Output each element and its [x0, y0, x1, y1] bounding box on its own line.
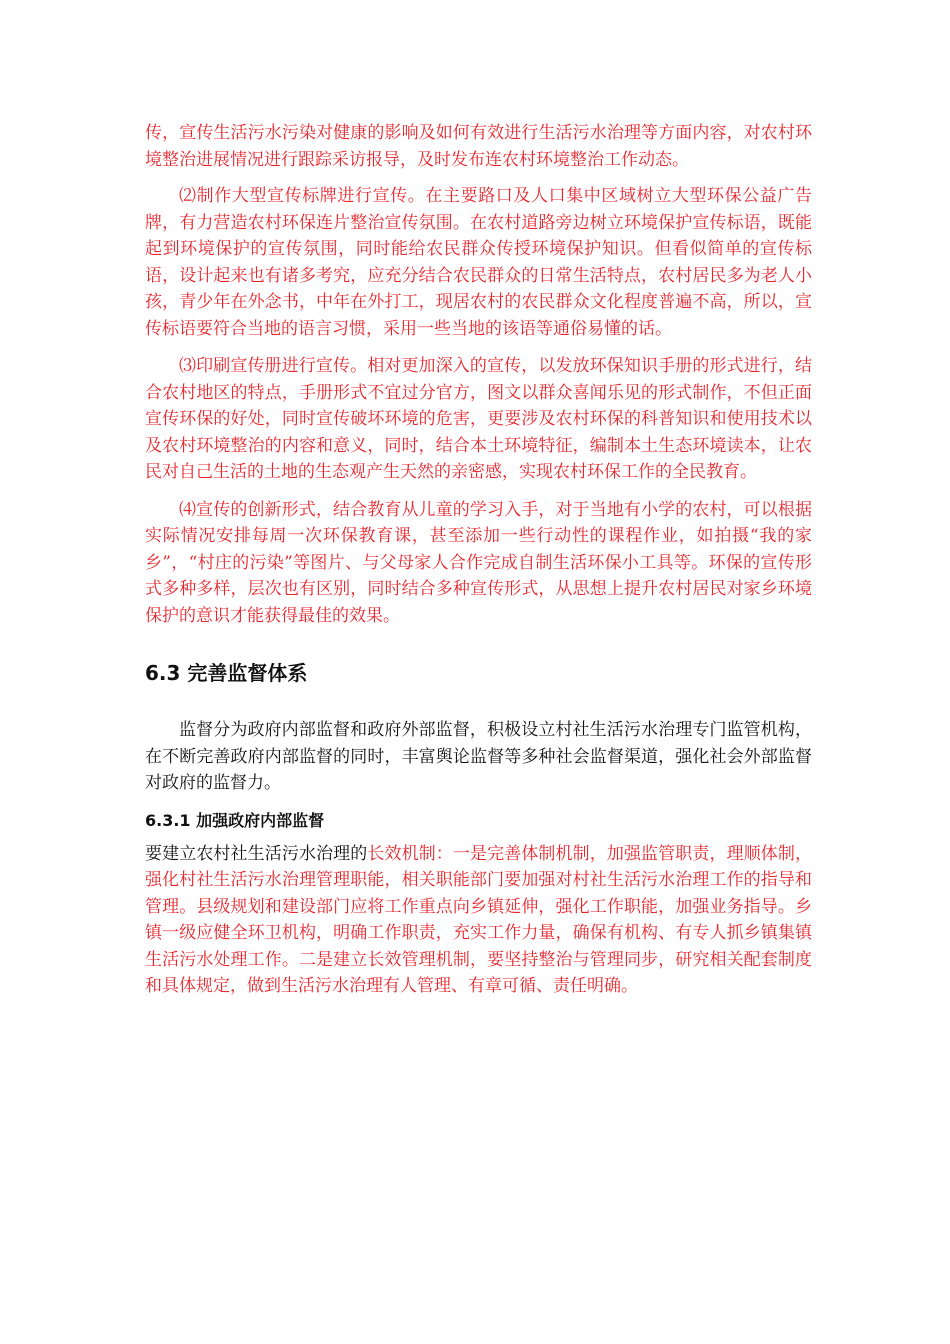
paragraph-supervision-intro: 监督分为政府内部监督和政府外部监督，积极设立村社生活污水治理专门监管机构，在不断完善政府内部监督的同时，丰富舆论监督等多种社会监督渠道，强化社会外部监督对政府的监督力。	[145, 720, 812, 793]
paragraph-publicity-continued: 传，宣传生活污水污染对健康的影响及如何有效进行生活污水治理等方面内容，对农村环境整治进展情况进行跟踪采访报导，及时发布连农村环境整治工作动态。	[145, 123, 812, 170]
paragraph-innovative-publicity: ⑷宣传的创新形式，结合教育从儿童的学习入手，对于当地有小学的农村，可以根据实际情况安排每周一次环保教育课，甚至添加一些行动性的课程作业，如拍摄“我的家乡”，“村庄的污染”等图片、与父母家人合作完成自制生活环保小工具等。环保的宣传形式多种多样，层次也有区别，同时结合多种宣传形式，从思想上提升农村居民对家乡环境保护的意识才能获得最佳的效果。	[145, 499, 812, 626]
paragraph-brochure-publicity: ⑶印刷宣传册进行宣传。相对更加深入的宣传，以发放环保知识手册的形式进行，结合农村地区的特点，手册形式不宜过分官方，图文以群众喜闻乐见的形式制作，不但正面宣传环保的好处，同时宣传破坏环境的危害，更要涉及农村环保的科普知识和使用技术以及农村环境整治的内容和意义，同时，结合本土环境特征，编制本土生态环境读本，让农民对自己生活的土地的生态观产生天然的亲密感，实现农村环保工作的全民教育。	[145, 356, 812, 482]
paragraph-internal-supervision	[145, 841, 812, 1000]
section-heading-6-3-1: 6.3.1 加强政府内部监督	[145, 810, 325, 830]
section-heading-6-3: 6.3 完善监督体系	[145, 661, 308, 685]
internal-supervision-body-text: 长效机制：一是完善体制机制，加强监管职责，理顺体制，强化村社生活污水治理管理职能，相关职能部门要加强对村社生活污水治理工作的指导和管理。县级规划和建设部门应将工作重点向乡镇延伸，强化工作职能，加强业务指导。乡镇一级应健全环卫机构，明确工作职责，充实工作力量，确保有机构、有专人抓乡镇集镇生活污水处理工作。二是建立长效管理机制，要坚持整治与管理同步，研究相关配套制度和具体规定，做到生活污水治理有人管理、有章可循、责任明确。	[145, 843, 813, 996]
document-page	[145, 120, 812, 1000]
internal-supervision-lead-text: 要建立农村社生活污水治理的	[145, 843, 368, 864]
paragraph-billboard-publicity: ⑵制作大型宣传标牌进行宣传。在主要路口及人口集中区域树立大型环保公益广告牌，有力营造农村环保连片整治宣传氛围。在农村道路旁边树立环境保护宣传标语，既能起到环境保护的宣传氛围，同时能给农民群众传授环境保护知识。但看似简单的宣传标语，设计起来也有诸多考究，应充分结合农民群众的日常生活特点，农村居民多为老人小孩，青少年在外念书，中年在外打工，现居农村的农民群众文化程度普遍不高，所以，宣传标语要符合当地的语言习惯，采用一些当地的该语等通俗易懂的话。	[145, 186, 812, 339]
